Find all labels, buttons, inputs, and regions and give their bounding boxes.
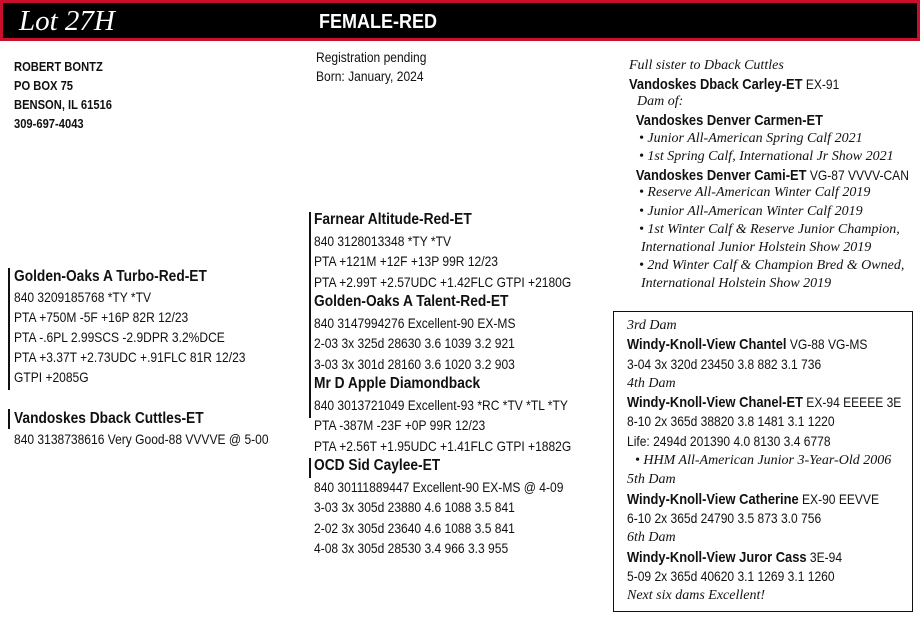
dam-sire-pta-type: PTA +2.56T +1.95UDC +1.41FLC GTPI +1882G	[314, 437, 572, 454]
dams-box-content	[627, 316, 920, 605]
grandparents-column	[314, 210, 613, 559]
owner-address-2: BENSON, IL 61516	[14, 97, 112, 112]
sire-gtpi: GTPI +2085G	[14, 369, 89, 385]
dam4-name: Windy-Knoll-View Chanel-ET	[627, 394, 803, 412]
dam3-name: Windy-Knoll-View Chantel	[627, 336, 787, 354]
owner-phone: 309-697-4043	[14, 116, 84, 131]
sire-block	[14, 267, 283, 387]
dam4-record: 8-10 2x 365d 38820 3.8 1481 3.1 1220	[627, 413, 835, 430]
sire-pta-production: PTA +750M -5F +16P 82R 12/23	[14, 309, 189, 325]
sire-dam-record-1: 2-03 3x 325d 28630 3.6 1039 3.2 921	[314, 335, 515, 351]
dam4-label: 4th Dam	[627, 375, 676, 391]
header-bar	[0, 0, 920, 41]
dam3-entry	[627, 335, 901, 354]
dam-dam-record-1: 3-03 3x 305d 23880 4.6 1088 3.5 841	[314, 499, 515, 515]
sister-name: Vandoskes Dback Carley-ET	[629, 76, 803, 94]
family-notes	[629, 57, 920, 293]
dam-bracket-line	[8, 409, 10, 429]
dam4-entry	[627, 393, 901, 412]
sister-entry	[629, 75, 909, 93]
sire-pta-health: PTA -.6PL 2.99SCS -2.9DPR 3.2%DCE	[14, 329, 225, 345]
daughter-1-award-2: • 1st Spring Calf, International Jr Show 2021	[639, 148, 894, 164]
lot-number: Lot 27H	[19, 5, 115, 37]
dam6-name: Windy-Knoll-View Juror Cass	[627, 548, 807, 566]
dam-block	[14, 409, 310, 449]
daughter-2-award-1: • Reserve All-American Winter Calf 2019	[639, 185, 871, 201]
daughter-2-award-2: • Junior All-American Winter Calf 2019	[639, 203, 863, 219]
dam-dam-registration: 840 30111889447 Excellent-90 EX-MS @ 4-09	[314, 478, 564, 495]
daughter-2-award-3a: • 1st Winter Calf & Reserve Junior Champion,	[639, 221, 900, 237]
sire-dam-name: Golden-Oaks A Talent-Red-ET	[314, 293, 509, 310]
family-intro: Full sister to Dback Cuttles	[629, 58, 784, 73]
daughter-2-entry	[629, 166, 909, 184]
dam-registration: 840 3138738616 Very Good-88 VVVVE @ 5-00	[14, 431, 269, 447]
header-inner	[3, 3, 917, 38]
daughter-2-award-4b: International Holstein Show 2019	[641, 276, 832, 292]
dam-name: Vandoskes Dback Cuttles-ET	[14, 410, 204, 427]
sire-bracket-line	[8, 268, 10, 390]
dam5-label: 5th Dam	[627, 472, 676, 488]
dam-dam-name: OCD Sid Caylee-ET	[314, 457, 441, 474]
dam-of-label: Dam of:	[637, 94, 684, 110]
daughter-2-name: Vandoskes Denver Cami-ET	[635, 167, 807, 185]
dam5-score: EX-90 EEVVE	[798, 490, 879, 507]
dam4-lifetime: Life: 2494d 201390 4.0 8130 3.4 6778	[627, 432, 831, 449]
dam-sire-pta-production: PTA -387M -23F +0P 99R 12/23	[314, 417, 486, 433]
sire-parents-bracket-line	[309, 212, 311, 376]
sire-pta-type: PTA +3.37T +2.73UDC +.91FLC 81R 12/23	[14, 349, 246, 365]
registration-block	[316, 48, 444, 86]
sire-sire-pta-production: PTA +121M +12F +13P 99R 12/23	[314, 253, 498, 269]
owner-block	[14, 57, 128, 133]
registration-status: Registration pending	[316, 49, 427, 65]
dam3-label: 3rd Dam	[627, 318, 677, 333]
daughter-1-name: Vandoskes Denver Carmen-ET	[635, 111, 824, 129]
sire-sire-registration: 840 3128013348 *TY *TV	[314, 232, 452, 249]
sire-sire-pta-type: PTA +2.99T +2.57UDC +1.42FLC GTPI +2180G	[314, 273, 572, 290]
dam-dam-bracket-line	[309, 458, 311, 478]
dam-dam-record-2: 2-02 3x 305d 23640 4.6 1088 3.5 841	[314, 519, 515, 536]
owner-address-1: PO BOX 75	[14, 78, 74, 93]
daughter-2-award-4a: • 2nd Winter Calf & Champion Bred & Owned,	[639, 258, 905, 274]
sire-dam-record-2: 3-03 3x 301d 28160 3.6 1020 3.2 903	[314, 355, 515, 372]
sister-score: EX-91	[802, 76, 840, 93]
birth-date: Born: January, 2024	[316, 68, 424, 84]
daughter-2-score: VG-87 VVVV-CAN	[806, 167, 909, 184]
daughter-2-award-3b: International Junior Holstein Show 2019	[641, 239, 872, 255]
dam5-record: 6-10 2x 365d 24790 3.5 873 3.0 756	[627, 509, 822, 526]
dam-sire-registration: 840 3013721049 Excellent-93 *RC *TV *TL *TY	[314, 396, 568, 413]
sire-sire-name: Farnear Altitude-Red-ET	[314, 211, 472, 228]
dam4-score: EX-94 EEEEE 3E	[802, 394, 902, 411]
daughter-1-award-1: • Junior All-American Spring Calf 2021	[639, 130, 863, 146]
dam5-entry	[627, 490, 901, 509]
dam-dam-record-3: 4-08 3x 305d 28530 3.4 966 3.3 955	[314, 540, 509, 556]
dam6-entry	[627, 548, 901, 567]
daughter-1-entry	[629, 112, 909, 130]
dam6-score: 3E-94	[806, 548, 843, 565]
dam6-record: 5-09 2x 365d 40620 3.1 1269 3.1 1260	[627, 567, 835, 584]
sire-dam-registration: 840 3147994276 Excellent-90 EX-MS	[314, 314, 516, 331]
dam6-label: 6th Dam	[627, 530, 676, 546]
dam3-score: VG-88 VG-MS	[786, 336, 868, 353]
dam4-award: • HHM All-American Junior 3-Year-Old 2006	[635, 453, 892, 469]
dam3-record: 3-04 3x 320d 23450 3.8 882 3.1 736	[627, 355, 822, 372]
sire-registration: 840 3209185768 *TY *TV	[14, 289, 152, 305]
owner-name: ROBERT BONTZ	[14, 59, 103, 74]
dam5-name: Windy-Knoll-View Catherine	[627, 490, 799, 508]
sire-name: Golden-Oaks A Turbo-Red-ET	[14, 268, 207, 285]
dams-footer-note: Next six dams Excellent!	[627, 588, 766, 604]
dam-sire-name: Mr D Apple Diamondback	[314, 375, 481, 392]
animal-category: FEMALE-RED	[319, 11, 437, 33]
